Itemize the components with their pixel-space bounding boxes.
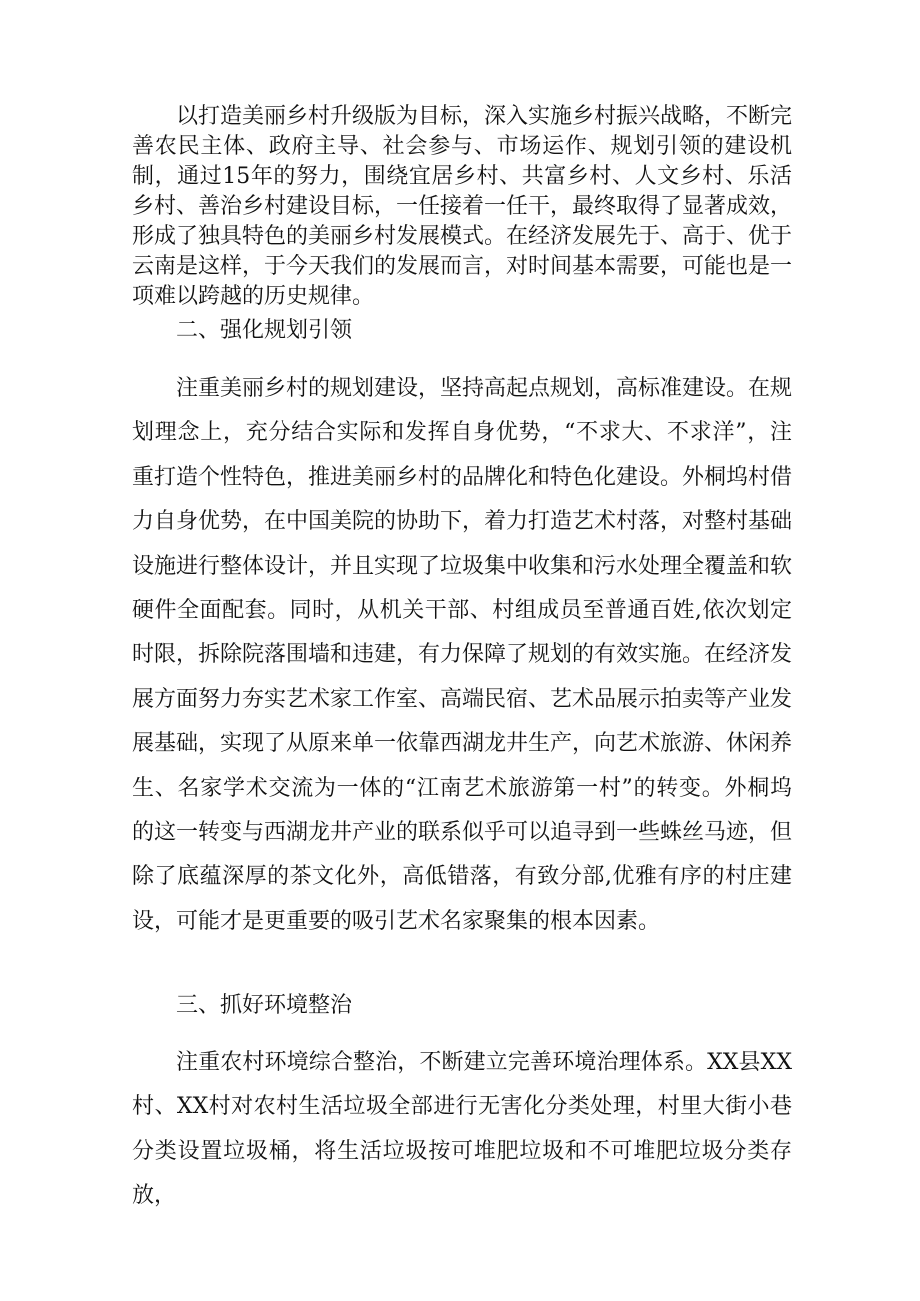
body-paragraph-goal: 以打造美丽乡村升级版为目标，深入实施乡村振兴战略，不断完善农民主体、政府主导、社会参与、市场运作、规划引领的建设机制，通过15年的努力，围绕宜居乡村、共富乡村、人文乡村、乐活乡村、善治乡村建设目标，一任接着一任干，最终取得了显著成效，形成了独具特色的美丽乡村发展模式。在经济发展先于、高于、优于云南是这样，于今天我们的发展而言，对时间基本需要，可能也是一项难以跨越的历史规律。 <box>132 104 793 309</box>
section-heading-planning: 二、强化规划引领 <box>176 318 353 343</box>
section-heading-environment: 三、抓好环境整治 <box>176 993 353 1018</box>
body-paragraph-environment: 注重农村环境综合整治，不断建立完善环境治理体系。XX县XX村、XX村对农村生活垃圾全部进行无害化分类处理，村里大街小巷分类设置垃圾桶，将生活垃圾按可堆肥垃圾和不可堆肥垃圾分类存放， <box>132 1050 792 1209</box>
body-paragraph-planning: 注重美丽乡村的规划建设，坚持高起点规划，高标准建设。在规划理念上，充分结合实际和发挥自身优势，“不求大、不求洋”，注重打造个性特色，推进美丽乡村的品牌化和特色化建设。外桐坞村借力自身优势，在中国美院的协助下，着力打造艺术村落，对整村基础设施进行整体设计，并且实现了垃圾集中收集和污水处理全覆盖和软硬件全面配套。同时，从机关干部、村组成员至普通百姓,依次划定时限，拆除院落围墙和违建，有力保障了规划的有效实施。在经济发展方面努力夯实艺术家工作室、高端民宿、艺术品展示拍卖等产业发展基础，实现了从原来单一依靠西湖龙井生产，向艺术旅游、休闲养生、名家学术交流为一体的“江南艺术旅游第一村”的转变。外桐坞的这一转变与西湖龙井产业的联系似乎可以追寻到一些蛛丝马迹，但除了底蕴深厚的茶文化外，高低错落，有致分部,优雅有序的村庄建设，可能才是更重要的吸引艺术名家聚集的根本因素。 <box>132 376 793 934</box>
